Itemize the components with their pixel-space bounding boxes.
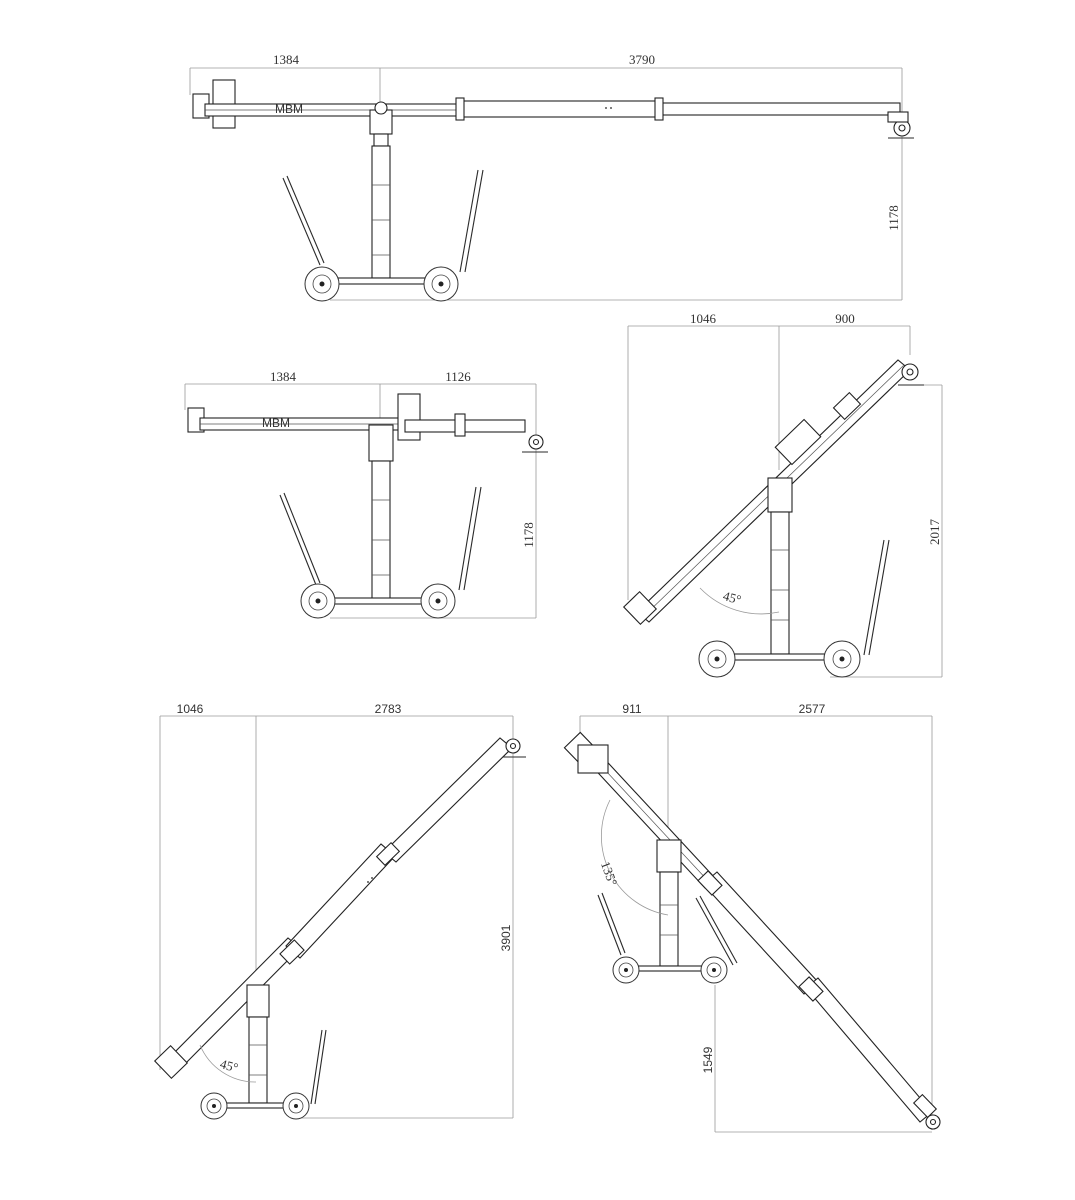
view-5-right-span-label: 2577 [798, 702, 826, 716]
view-4-pivot-head [247, 985, 269, 1017]
view-3-angle-label: 45° [721, 588, 743, 608]
view-3-right-handle [864, 540, 884, 655]
svg-text:MBM: MBM [262, 416, 290, 430]
view-1-right-span-label: 3790 [629, 52, 655, 67]
view-4-boom-section-2 [384, 738, 512, 862]
view-5-height-label: 1549 [701, 1046, 715, 1074]
view-3-height-label: 2017 [927, 519, 942, 545]
view-5-extended-lowered [564, 702, 940, 1132]
view-2-right-handle [459, 487, 476, 590]
view-2-right-span-label: 1126 [445, 369, 471, 384]
view-3-short-raised [624, 311, 942, 677]
view-2-column [372, 461, 390, 599]
view-2-short-horizontal [185, 369, 548, 618]
view-2-left-handle [280, 495, 316, 585]
view-4-rear-boom [165, 938, 300, 1072]
view-4-extended-raised [155, 702, 526, 1119]
view-2-weight-plate [398, 394, 420, 440]
view-4-angle-label: 45° [218, 1056, 240, 1076]
view-3-pivot-head [768, 478, 792, 512]
view-3-column [771, 512, 789, 654]
svg-text:MBM: MBM [275, 102, 303, 116]
view-4-column [249, 1017, 267, 1103]
view-5-weight-plate [578, 745, 608, 773]
view-2-left-span-label: 1384 [270, 369, 296, 384]
view-1-right-handle [460, 170, 478, 272]
view-1-left-span-label: 1384 [273, 52, 299, 67]
view-4-height-label: 3901 [499, 924, 513, 952]
view-1-column [372, 146, 390, 278]
view-3-left-span-label: 1046 [690, 311, 716, 326]
view-1-boom-section-2 [660, 103, 900, 115]
view-2-height-label: 1178 [521, 522, 536, 548]
view-3-right-span-label: 900 [835, 311, 855, 326]
view-5-left-span-label: 911 [622, 702, 642, 716]
view-2-pivot-head [369, 425, 393, 461]
view-1-left-handle [283, 178, 320, 265]
view-5-left-handle [598, 895, 621, 955]
view-5-angle-label: 135° [597, 859, 621, 888]
view-4-right-span-label: 2783 [374, 702, 402, 716]
view-1-height-label: 1178 [886, 205, 901, 231]
view-4-left-span-label: 1046 [176, 702, 204, 716]
view-1-boom-section-1 [460, 101, 660, 117]
view-5-column [660, 872, 678, 966]
view-5-boom-section-2 [806, 978, 932, 1122]
view-4-boom-section-1 [286, 844, 395, 958]
view-5-pivot-head [657, 840, 681, 872]
view-1-extended-horizontal [190, 52, 914, 301]
